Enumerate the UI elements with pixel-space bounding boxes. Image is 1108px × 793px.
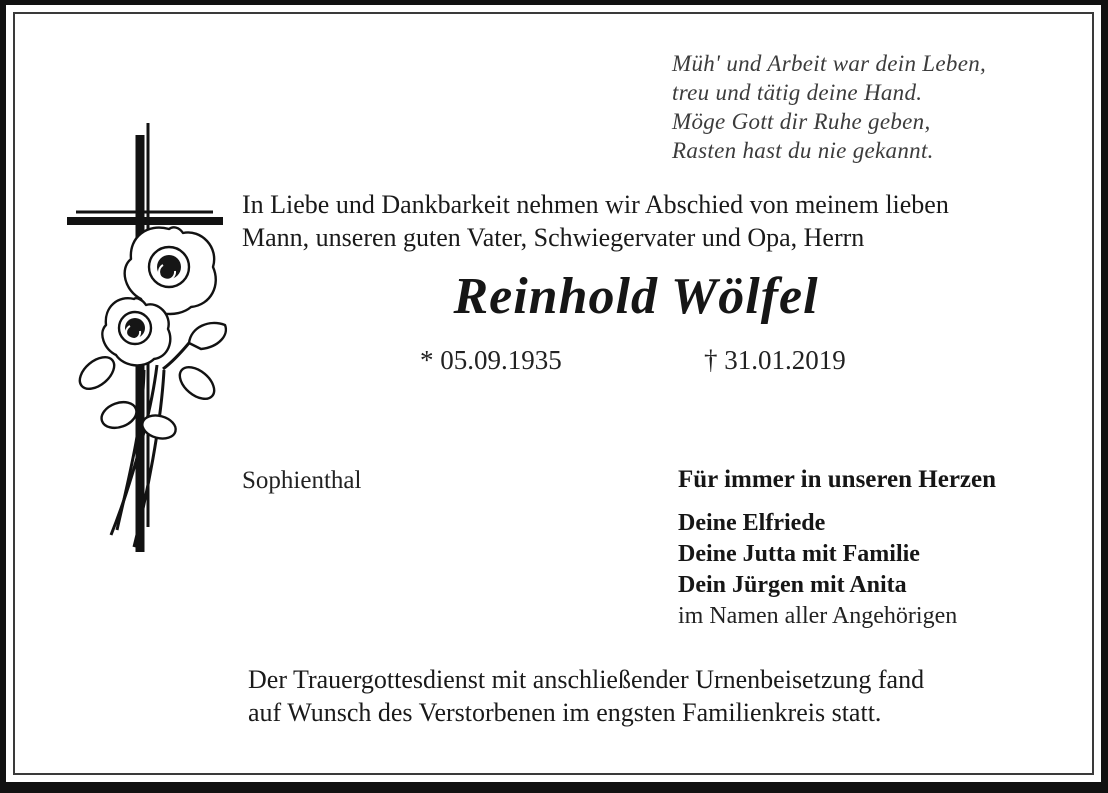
- mourner-name: Dein Jürgen mit Anita: [678, 572, 907, 598]
- mourners-heading: Für immer in unseren Herzen: [678, 466, 997, 493]
- intro-line: In Liebe und Dankbarkeit nehmen wir Abschied von meinem lieben: [242, 190, 949, 219]
- place-name: Sophienthal: [242, 467, 362, 494]
- poem-line: Möge Gott dir Ruhe geben,: [672, 109, 931, 134]
- funeral-notice-line: Der Trauergottesdienst mit anschließender Urnenbeisetzung fand: [248, 665, 925, 694]
- poem-line: treu und tätig deine Hand.: [672, 80, 923, 105]
- birth-date: * 05.09.1935: [420, 345, 562, 375]
- intro-text: [242, 188, 949, 254]
- funeral-notice-text: [248, 663, 924, 729]
- funeral-notice-line: auf Wunsch des Verstorbenen im engsten Familienkreis statt.: [248, 698, 882, 727]
- poem-line: Rasten hast du nie gekannt.: [672, 138, 934, 163]
- poem-line: Müh' und Arbeit war dein Leben,: [672, 51, 987, 76]
- deceased-name: Reinhold Wölfel: [453, 268, 819, 325]
- intro-line: Mann, unseren guten Vater, Schwiegervater und Opa, Herrn: [242, 223, 865, 252]
- mourners-block: [678, 466, 996, 632]
- memorial-poem: [672, 49, 986, 165]
- cross-with-roses-icon: [39, 115, 259, 563]
- mourner-name: Deine Jutta mit Familie: [678, 541, 920, 567]
- death-date: † 31.01.2019: [704, 345, 846, 375]
- obituary-card: [6, 5, 1101, 782]
- mourner-name: Deine Elfriede: [678, 510, 826, 536]
- mourners-suffix: im Namen aller Angehörigen: [678, 603, 958, 629]
